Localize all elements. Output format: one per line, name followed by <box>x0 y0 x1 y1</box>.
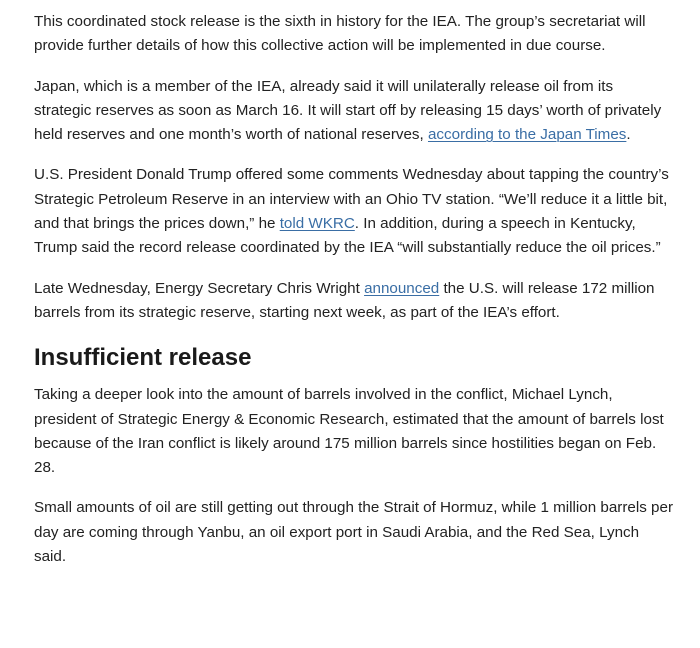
paragraph-japan-end: . <box>626 126 631 144</box>
paragraph-energy-secretary <box>34 277 674 326</box>
paragraph-iea-release-text: This coordinated stock release is the sixth in history for the IEA. The group’s secretariat will provide further details of how this collective action will be implemented in due course. <box>34 13 646 55</box>
link-announced[interactable]: announced <box>364 279 440 297</box>
paragraph-hormuz <box>34 496 674 569</box>
article-body <box>34 10 674 585</box>
paragraph-energy-secretary-end: the U.S. will release 172 million barrels from its strategic reserve, starting next week, as part of the IEA’s effort. <box>34 279 655 321</box>
section-heading: Insufficient release <box>34 344 252 372</box>
paragraph-energy-secretary-text: Late Wednesday, Energy Secretary Chris Wright <box>34 279 365 297</box>
paragraph-lynch-estimate <box>34 383 674 480</box>
paragraph-japan <box>34 75 674 148</box>
paragraph-japan-text: Japan, which is a member of the IEA, already said it will unilaterally release oil from its strategic reserves as soon as March 16. It will start off by releasing 15 days’ worth of privately held reserves and one month’s worth of national reserves, <box>34 77 662 144</box>
paragraph-trump-text: U.S. President Donald Trump offered some comments Wednesday about tapping the country’s Strategic Petroleum Reserve in an interview with an Ohio TV station. “We’ll reduce it a little bit, and that brings the prices down,” he <box>34 166 669 233</box>
paragraph-trump-end: . In addition, during a speech in Kentucky, Trump said the record release coordinated by the IEA “will substantially reduce the oil prices.” <box>34 215 661 257</box>
link-japan-times[interactable]: according to the Japan Times <box>427 126 627 144</box>
paragraph-hormuz-text: Small amounts of oil are still getting out through the Strait of Hormuz, while 1 million barrels per day are coming through Yanbu, an oil export port in Saudi Arabia, and the Red Sea, Lynch said. <box>34 499 674 566</box>
paragraph-iea-release <box>34 10 674 59</box>
link-told-wkrc[interactable]: told WKRC <box>279 215 355 233</box>
paragraph-trump <box>34 163 674 260</box>
paragraph-lynch-estimate-text: Taking a deeper look into the amount of barrels involved in the conflict, Michael Lynch, president of Strategic Energy & Economic Research, estimated that the amount of barrels lost because of the Iran conflict is likely around 175 million barrels since hostilities began on Feb. 28. <box>34 386 664 477</box>
